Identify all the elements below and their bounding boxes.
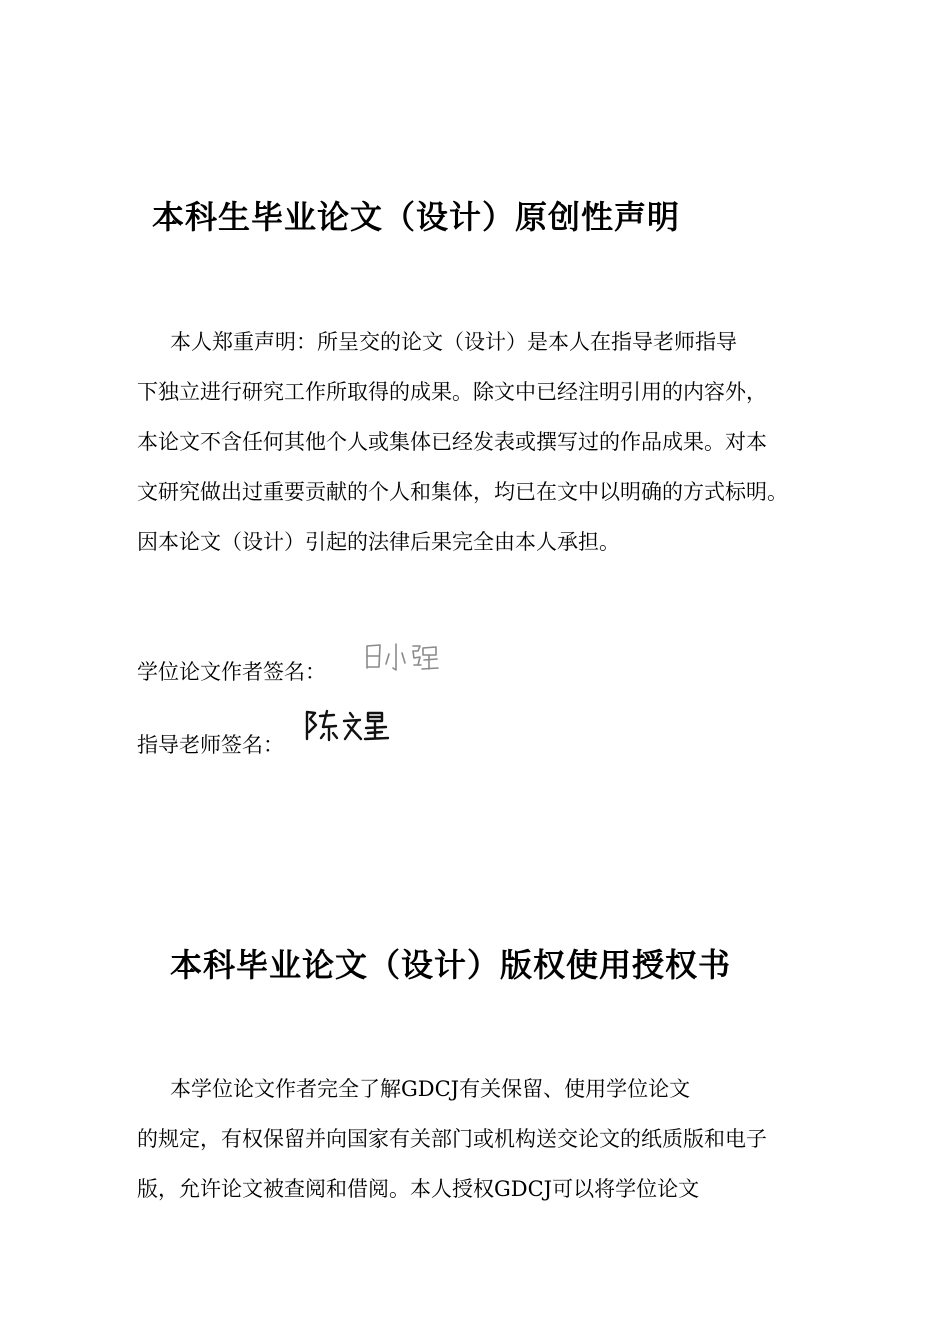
declaration-line: 本人郑重声明：所呈交的论文（设计）是本人在指导老师指导 — [170, 330, 737, 354]
authorization-line: 本学位论文作者完全了解GDCJ有关保留、使用学位论文 — [170, 1077, 691, 1101]
authorization-title: 本科毕业论文（设计）版权使用授权书 — [170, 946, 732, 984]
declaration-line: 下独立进行研究工作所取得的成果。除文中已经注明引用的内容外， — [137, 380, 767, 404]
advisor-signature-label: 指导老师签名： — [137, 733, 284, 757]
advisor-signature — [303, 708, 391, 748]
declaration-body — [137, 317, 788, 567]
author-signature — [363, 638, 445, 680]
authorization-body — [137, 1064, 767, 1214]
declaration-line: 本论文不含任何其他个人或集体已经发表或撰写过的作品成果。对本 — [137, 430, 767, 454]
declaration-title: 本科生毕业论文（设计）原创性声明 — [152, 198, 681, 236]
authorization-line: 的规定，有权保留并向国家有关部门或机构送交论文的纸质版和电子 — [137, 1127, 767, 1151]
authorization-line: 版，允许论文被查阅和借阅。本人授权GDCJ可以将学位论文 — [137, 1177, 700, 1201]
declaration-line: 因本论文（设计）引起的法律后果完全由本人承担。 — [137, 530, 620, 554]
author-signature-label: 学位论文作者签名： — [137, 660, 326, 684]
declaration-line: 文研究做出过重要贡献的个人和集体，均已在文中以明确的方式标明。 — [137, 480, 788, 504]
